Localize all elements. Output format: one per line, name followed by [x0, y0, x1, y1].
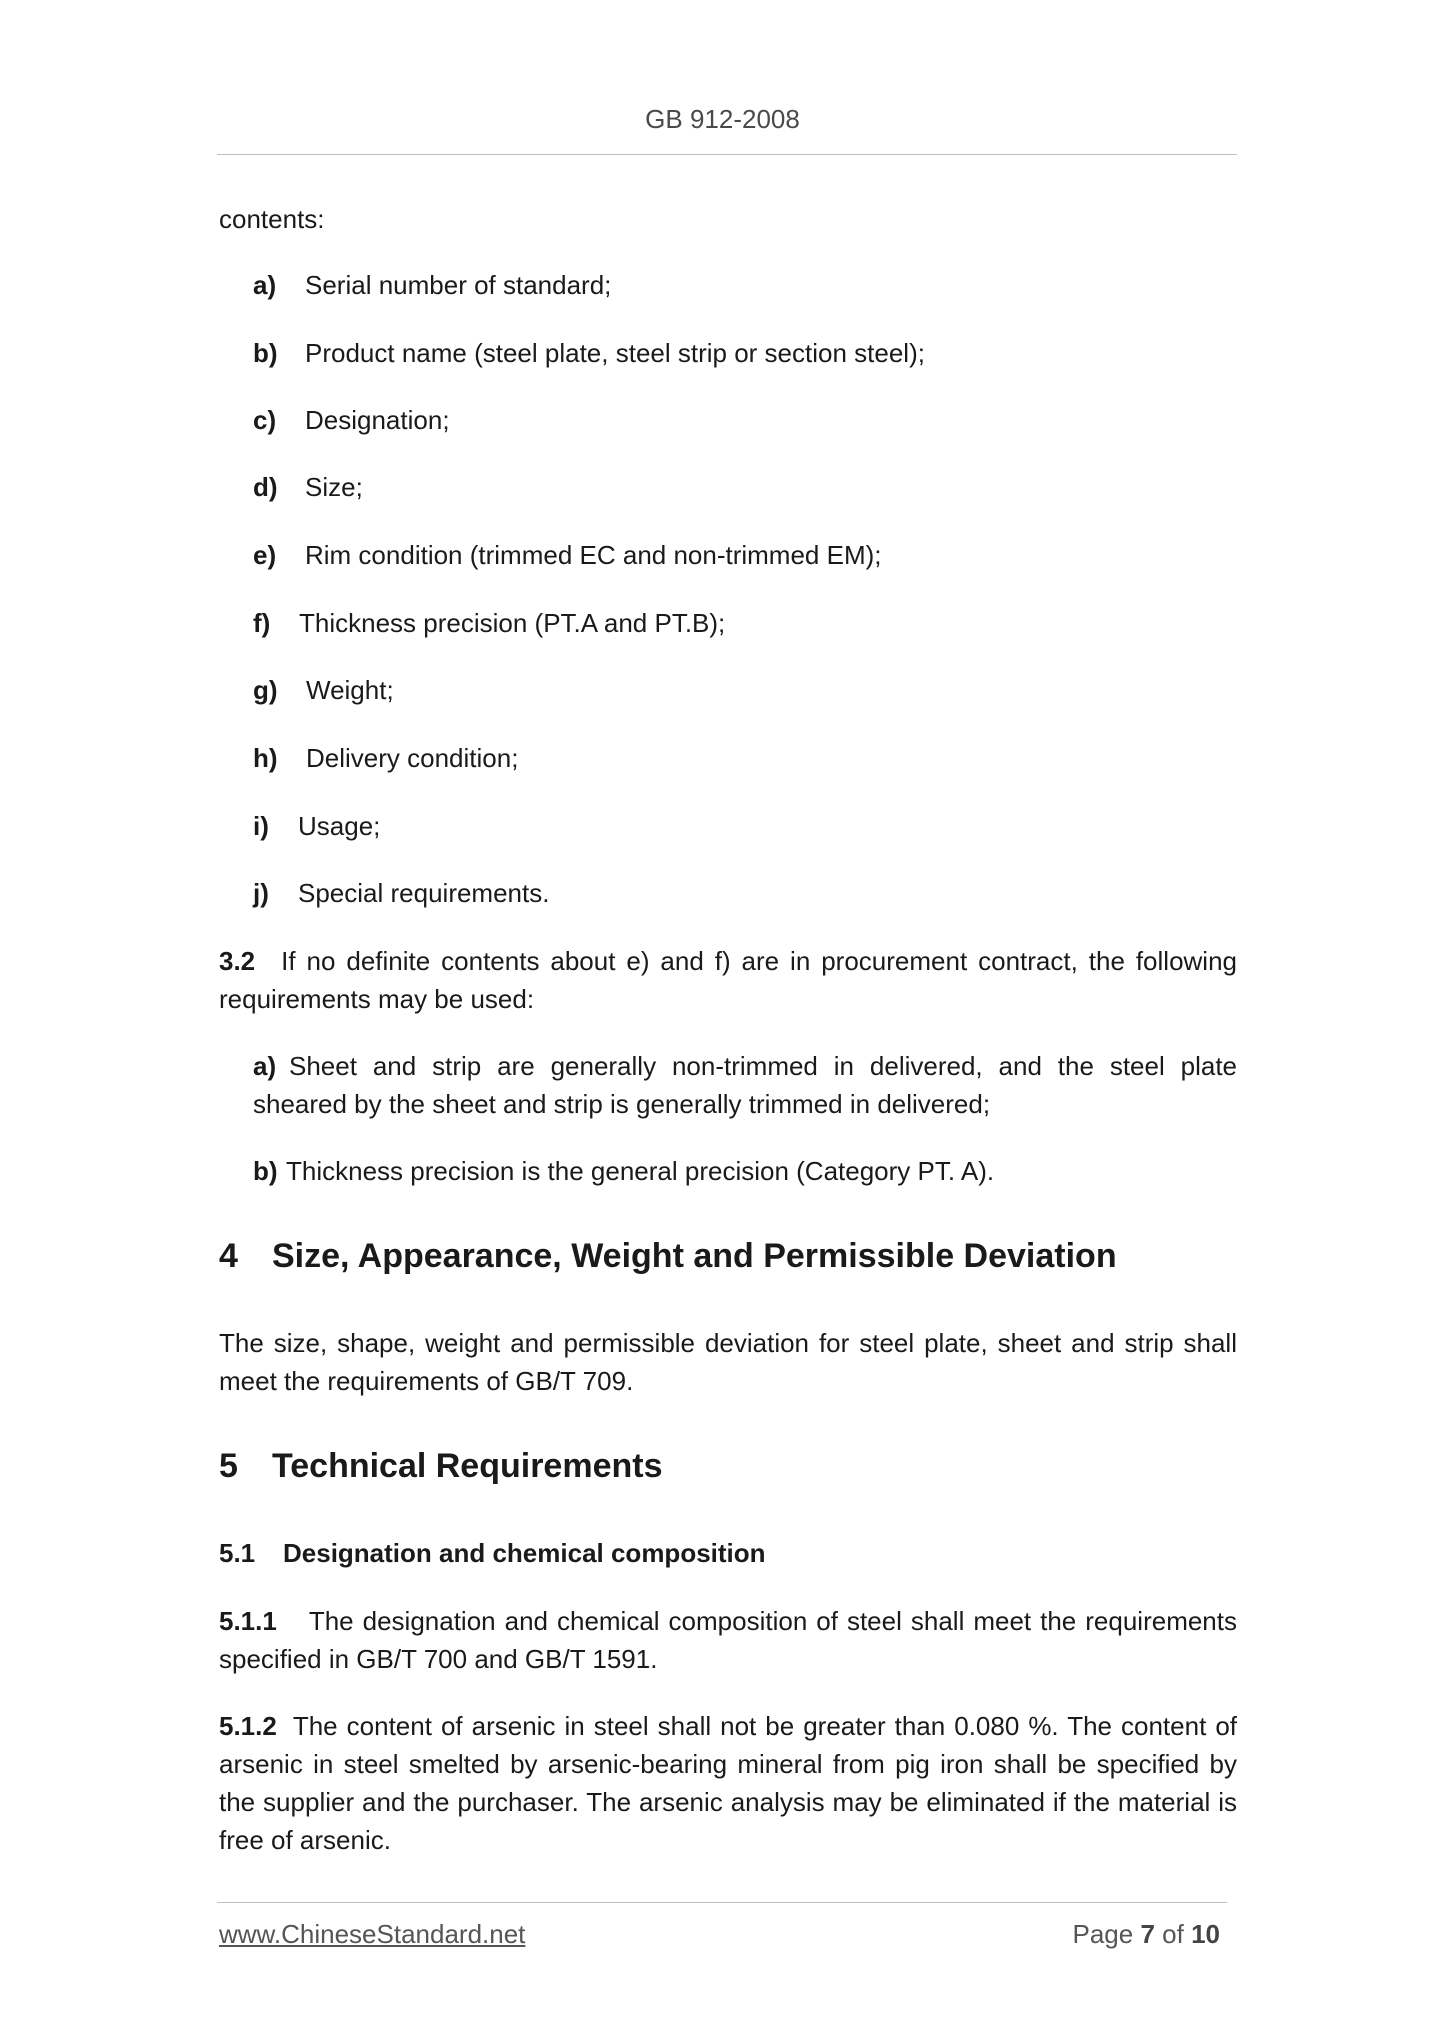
section-number: 4 — [219, 1237, 238, 1275]
list-marker: c) — [253, 405, 277, 435]
list-item — [253, 266, 611, 304]
header-divider — [217, 154, 1237, 155]
list-marker: b) — [253, 338, 278, 368]
section-4-text: The size, shape, weight and permissible deviation for steel plate, sheet and strip shall meet the requirements of GB/T 709. — [219, 1328, 1237, 1396]
clause-text: The designation and chemical composition of steel shall meet the requirements specified in GB/T 700 and GB/T 1591. — [219, 1606, 1237, 1674]
list-text: Weight; — [306, 675, 394, 705]
clause-text: If no definite contents about e) and f) are in procurement contract, the following requirements may be used: — [219, 946, 1237, 1014]
section-number: 5 — [219, 1447, 238, 1485]
list-item — [253, 874, 549, 912]
clause-3-2 — [219, 942, 1237, 1018]
clause-3-2-item-a — [253, 1047, 1237, 1123]
section-5-heading — [219, 1444, 663, 1488]
page-total: 10 — [1191, 1919, 1220, 1949]
intro-text: contents: — [219, 204, 325, 234]
list-text: Usage; — [298, 811, 381, 841]
section-4-heading — [219, 1234, 1117, 1278]
list-marker: f) — [253, 608, 271, 638]
website-link[interactable]: www.ChineseStandard.net — [219, 1919, 526, 1949]
subsection-title: Designation and chemical composition — [283, 1538, 766, 1568]
list-item — [253, 468, 363, 506]
list-marker: a) — [253, 270, 277, 300]
list-text: Thickness precision is the general precision (Category PT. A). — [286, 1156, 995, 1186]
section-title: Size, Appearance, Weight and Permissible Deviation — [272, 1237, 1117, 1275]
section-title: Technical Requirements — [272, 1447, 663, 1485]
list-item — [253, 671, 394, 709]
page-of: of — [1162, 1919, 1184, 1949]
list-marker: a) — [253, 1051, 277, 1081]
list-text: Product name (steel plate, steel strip or section steel); — [305, 338, 925, 368]
clause-3-2-item-b — [253, 1152, 994, 1190]
list-marker: b) — [253, 1156, 278, 1186]
clause-number: 5.1.2 — [219, 1711, 277, 1741]
list-item — [253, 604, 725, 642]
list-text: Rim condition (trimmed EC and non-trimmed EM); — [305, 540, 882, 570]
list-item — [253, 739, 518, 777]
clause-number: 3.2 — [219, 946, 256, 976]
list-item — [253, 807, 380, 845]
list-text: Size; — [305, 472, 363, 502]
page-indicator — [1072, 1919, 1220, 1950]
list-text: Thickness precision (PT.A and PT.B); — [299, 608, 726, 638]
header-title: GB 912-2008 — [645, 104, 800, 134]
subsection-number: 5.1 — [219, 1538, 256, 1568]
list-text: Sheet and strip are generally non-trimmed in delivered, and the steel plate sheared by the sheet and strip is generally trimmed in delivered; — [253, 1051, 1237, 1119]
clause-5-1-1 — [219, 1602, 1237, 1678]
list-marker: j) — [253, 878, 269, 908]
list-marker: d) — [253, 472, 278, 502]
page-label: Page — [1072, 1919, 1134, 1949]
list-item — [253, 401, 450, 439]
page-current: 7 — [1140, 1919, 1155, 1949]
clause-5-1-2 — [219, 1707, 1237, 1859]
list-text: Delivery condition; — [306, 743, 519, 773]
list-marker: h) — [253, 743, 278, 773]
footer-divider — [217, 1902, 1227, 1903]
list-text: Special requirements. — [298, 878, 550, 908]
list-item — [253, 334, 925, 372]
list-text: Serial number of standard; — [305, 270, 612, 300]
list-text: Designation; — [305, 405, 450, 435]
list-item — [253, 536, 882, 574]
list-marker: e) — [253, 540, 277, 570]
subsection-5-1-heading — [219, 1534, 766, 1572]
list-marker: g) — [253, 675, 278, 705]
clause-number: 5.1.1 — [219, 1606, 277, 1636]
list-marker: i) — [253, 811, 269, 841]
clause-text: The content of arsenic in steel shall not be greater than 0.080 %. The content of arsenic in steel smelted by arsenic-bearing mineral from pig iron shall be specified by the supplier and the purchaser. The arsenic analysis may be eliminated if the material is free of arsenic. — [219, 1711, 1237, 1855]
